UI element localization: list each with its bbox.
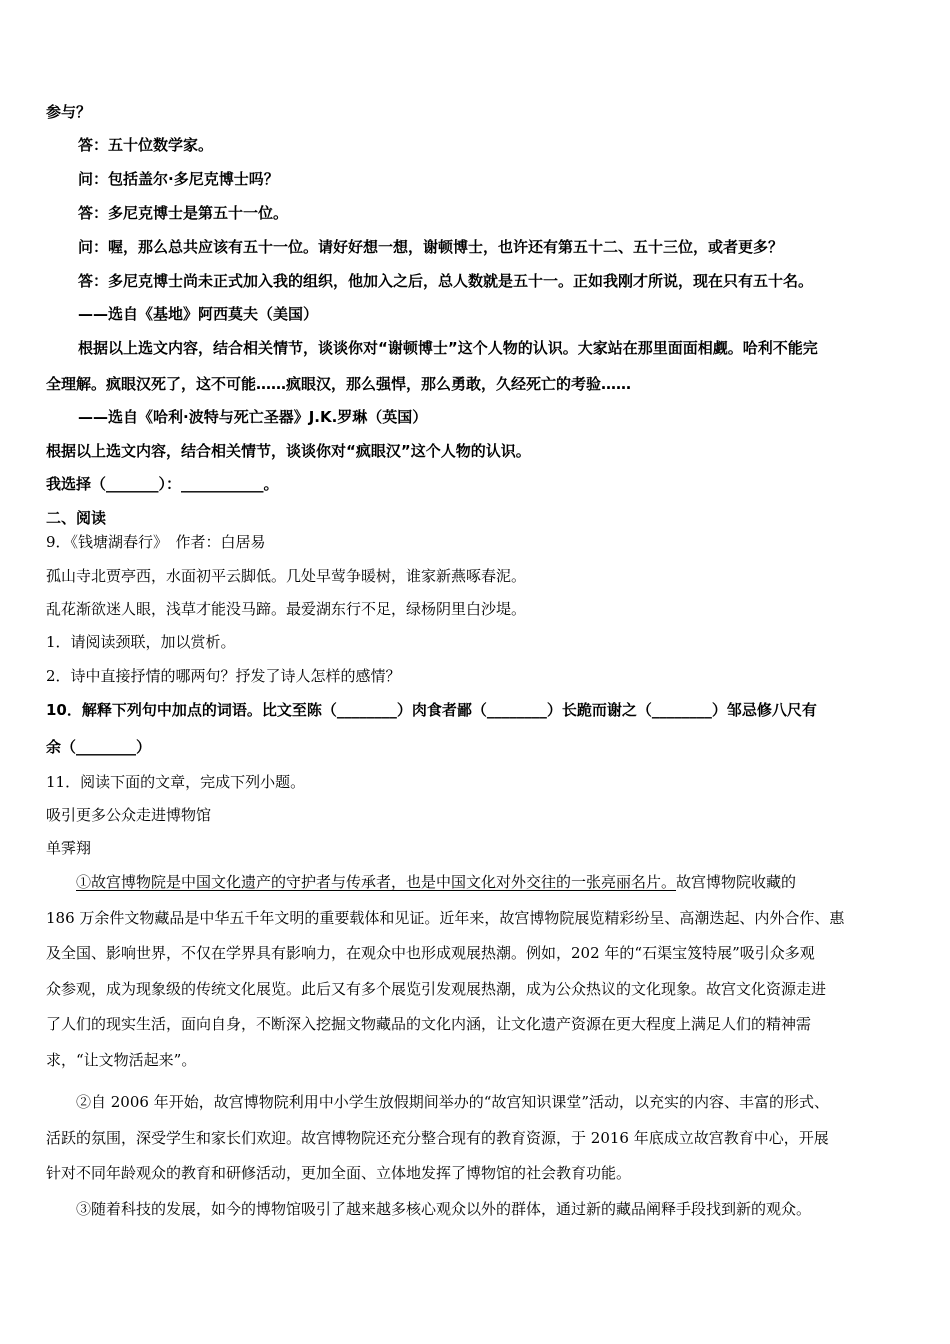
article-title: 吸引更多公众走进博物馆 <box>46 806 212 824</box>
paragraph-1-first-line <box>76 872 796 892</box>
poem-line: 孤山寺北贾亭西，水面初平云脚低。几处早莺争暖树，谁家新燕啄春泥。 <box>46 567 527 585</box>
choice-line: 我选择（_______）：___________。 <box>46 475 279 493</box>
prompt-line: 根据以上选文内容，结合相关情节，谈谈你对“疯眼汉”这个人物的认识。 <box>46 442 531 460</box>
prompt-line: 全理解。疯眼汉死了，这不可能……疯眼汉，那么强悍，那么勇敢，久经死亡的考验…… <box>46 375 632 393</box>
sub-question: 1．请阅读颈联，加以赏析。 <box>46 633 236 651</box>
paragraph-line: 186 万余件文物藏品是中华五千年文明的重要载体和见证。近年来，故宫博物院展览精彩纷呈、高潮迭起、内外合作、惠 <box>46 909 845 927</box>
paragraph-line: ②自 2006 年开始，故宫博物院利用中小学生放假期间举办的“故宫知识课堂”活动，以充实的内容、丰富的形式、 <box>76 1093 830 1111</box>
paragraph-line: 针对不同年龄观众的教育和研修活动，更加全面、立体地发挥了博物馆的社会教育功能。 <box>46 1164 632 1182</box>
question-9-title: 9．《钱塘湖春行》 作者：白居易 <box>46 533 266 551</box>
paragraph-line: ③随着科技的发展，如今的博物馆吸引了越来越多核心观众以外的群体，通过新的藏品阐释手段找到新的观众。 <box>76 1200 812 1218</box>
source-citation: ——选自《哈利·波特与死亡圣器》J.K.罗琳（英国） <box>78 408 428 426</box>
poem-line: 乱花渐欲迷人眼，浅草才能没马蹄。最爱湖东行不足，绿杨阴里白沙堤。 <box>46 600 527 618</box>
question-11-intro: 11．阅读下面的文章，完成下列小题。 <box>46 773 306 791</box>
dialogue-line: 参与？ <box>46 103 92 121</box>
dialogue-line: 问：喔，那么总共应该有五十一位。请好好想一想，谢顿博士，也许还有第五十二、五十三位，或者更多？ <box>78 238 784 256</box>
question-10-cont: 余（________） <box>46 738 152 756</box>
source-citation: ——选自《基地》阿西莫夫（美国） <box>78 305 319 323</box>
question-10: 10．解释下列句中加点的词语。比文至陈（________）肉食者鄙（________）长跪而谢之（________）邹忌修八尺有 <box>46 701 817 719</box>
article-author: 单霁翔 <box>46 839 92 857</box>
dialogue-line: 问：包括盖尔·多尼克博士吗？ <box>78 170 279 188</box>
text-span: 故宫博物院收藏的 <box>676 873 797 891</box>
paragraph-line: 活跃的氛围，深受学生和家长们欢迎。故宫博物院还充分整合现有的教育资源，于 2016 年底成立故宫教育中心，开展 <box>46 1129 829 1147</box>
underlined-sentence: ①故宫博物院是中国文化遗产的守护者与传承者，也是中国文化对外交往的一张亮丽名片。 <box>76 873 677 891</box>
paragraph-line: 及全国、影响世界，不仅在学界具有影响力，在观众中也形成观展热潮。例如，202 年的“石渠宝笈特展”吸引众多观 <box>46 944 815 962</box>
dialogue-line: 答：五十位数学家。 <box>78 136 214 154</box>
prompt-line: 根据以上选文内容，结合相关情节，谈谈你对“谢顿博士”这个人物的认识。大家站在那里面面相觑。哈利不能完 <box>78 339 818 357</box>
sub-question: 2．诗中直接抒情的哪两句？抒发了诗人怎样的感情？ <box>46 667 401 685</box>
dialogue-line: 答：多尼克博士尚未正式加入我的组织，他加入之后，总人数就是五十一。正如我刚才所说，现在只有五十名。 <box>78 272 814 290</box>
paragraph-line: 众参观，成为现象级的传统文化展览。此后又有多个展览引发观展热潮，成为公众热议的文化现象。故宫文化资源走进 <box>46 980 827 998</box>
section-heading: 二、阅读 <box>46 509 107 527</box>
paragraph-line: 求，“让文物活起来”。 <box>46 1051 197 1069</box>
paragraph-line: 了人们的现实生活，面向自身，不断深入挖掘文物藏品的文化内涵，让文化遗产资源在更大程度上满足人们的精神需 <box>46 1015 812 1033</box>
dialogue-line: 答：多尼克博士是第五十一位。 <box>78 204 289 222</box>
